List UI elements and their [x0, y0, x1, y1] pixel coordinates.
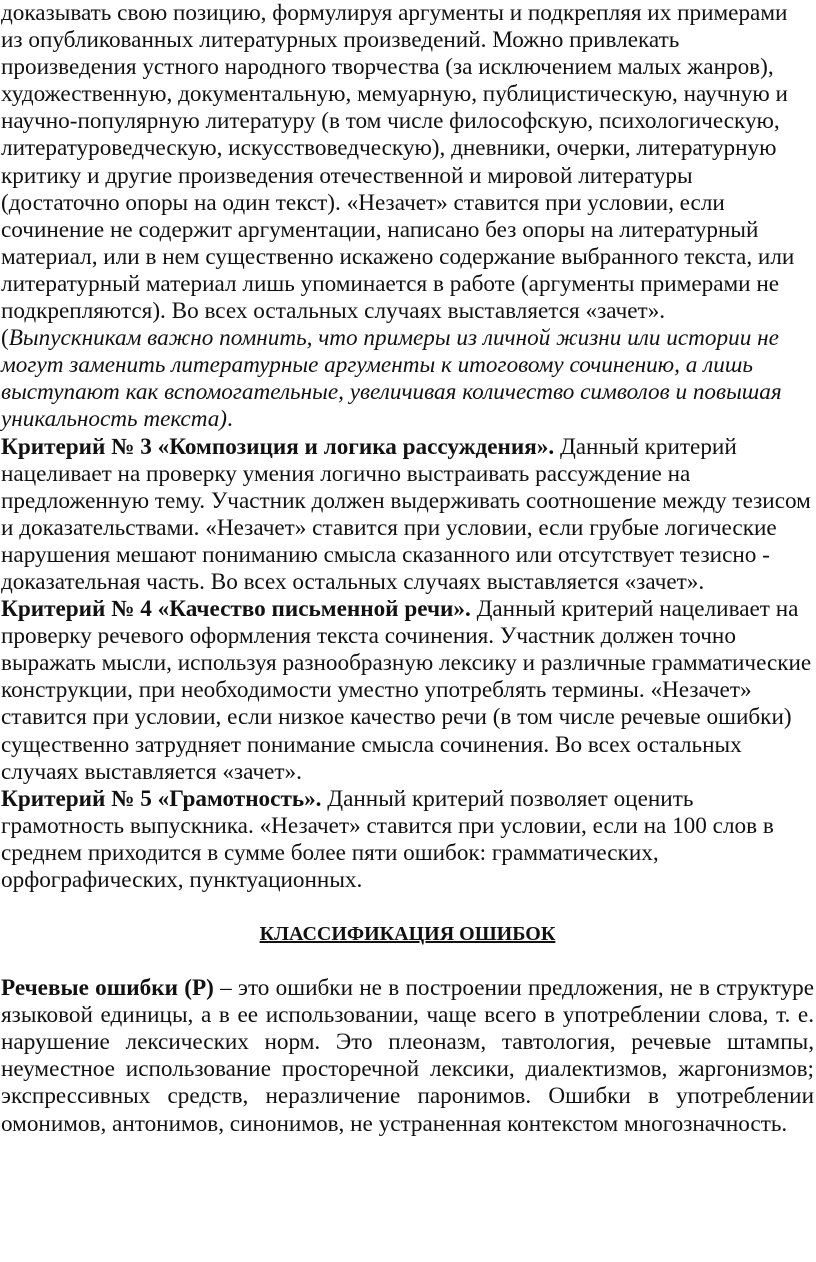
speech-errors-text: – это ошибки не в построении предложения, не в структуре языковой единицы, а в ее использовании, чаще всего в употреблении слова, т. е. нарушение лексических норм. Это плеоназм, тавтология, речевые штампы, неуместное использование просторечной лексики, диалектизмов, жаргонизмов; экспрессивных средств, неразличение паронимов. Ошибки в употреблении омонимов, антонимов, синонимов, не устраненная контекстом многозначность. [1, 975, 814, 1137]
criterion-4-body: Данный критерий нацеливает на проверку речевого оформления текста сочинения. Участник должен точно выражать мысли, используя разнообразную лексику и различные грамматические конструкции, при необходимости уместно употреблять термины. «Незачет» ставится при условии, если низкое качество речи (в том числе речевые ошибки) существенно затрудняет понимание смысла сочинения. Во всех остальных случаях выставляется «зачет». [1, 596, 812, 785]
criterion-3-body: Данный критерий нацеливает на проверку умения логично выстраивать рассуждение на предложенную тему. Участник должен выдерживать соотношение между тезисом и доказательствами. «Незачет» ставится при условии, если грубые логические нарушения мешают пониманию смысла сказанного или отсутствует тезисно - доказательная часть. Во всех остальных случаях выставляется «зачет». [1, 433, 811, 595]
note-paren-open: ( [1, 325, 9, 352]
criterion-4-title: Критерий № 4 «Качество письменной речи». [1, 596, 471, 623]
intro-paragraph [1, 0, 814, 434]
criterion-3-title: Критерий № 3 «Композиция и логика рассуждения». [1, 433, 555, 460]
classification-heading: КЛАССИФИКАЦИЯ ОШИБОК [259, 923, 556, 946]
italic-note: Выпускникам важно помнить, что примеры из личной жизни или истории не могут заменить литературные аргументы к итоговому сочинению, а лишь выступают как вспомогательные, увеличивая количество символов и повышая уникальность текста) [1, 325, 782, 433]
criterion-5-title: Критерий № 5 «Грамотность». [1, 785, 322, 812]
criterion-4-paragraph [1, 596, 814, 786]
speech-errors-term: Речевые ошибки (Р) [1, 975, 214, 1002]
criterion-5-body: Данный критерий позволяет оценить грамотность выпускника. «Незачет» ставится при условии, если на 100 слов в среднем приходится в сумме более пяти ошибок: грамматических, орфографических, пунктуационных. [1, 785, 774, 893]
note-end: . [227, 406, 233, 433]
speech-errors-paragraph [1, 975, 814, 1138]
criterion-5-paragraph [1, 786, 814, 894]
intro-text: доказывать свою позицию, формулируя аргументы и подкрепляя их примерами из опубликованных литературных произведений. Можно привлекать произведения устного народного творчества (за исключением малых жанров), художественную, документальную, мемуарную, публицистическую, научную и научно-популярную литературу (в том числе философскую, психологическую, литературоведческую, искусствоведческую), дневники, очерки, литературную критику и другие произведения отечественной и мировой литературы (достаточно опоры на один текст). «Незачет» ставится при условии, если сочинение не содержит аргументации, написано без опоры на литературный материал, или в нем существенно искажено содержание выбранного текста, или литературный материал лишь упоминается в работе (аргументы примерами не подкрепляются). Во всех остальных случаях выставляется «зачет». [1, 0, 795, 325]
criterion-3-paragraph [1, 434, 814, 597]
